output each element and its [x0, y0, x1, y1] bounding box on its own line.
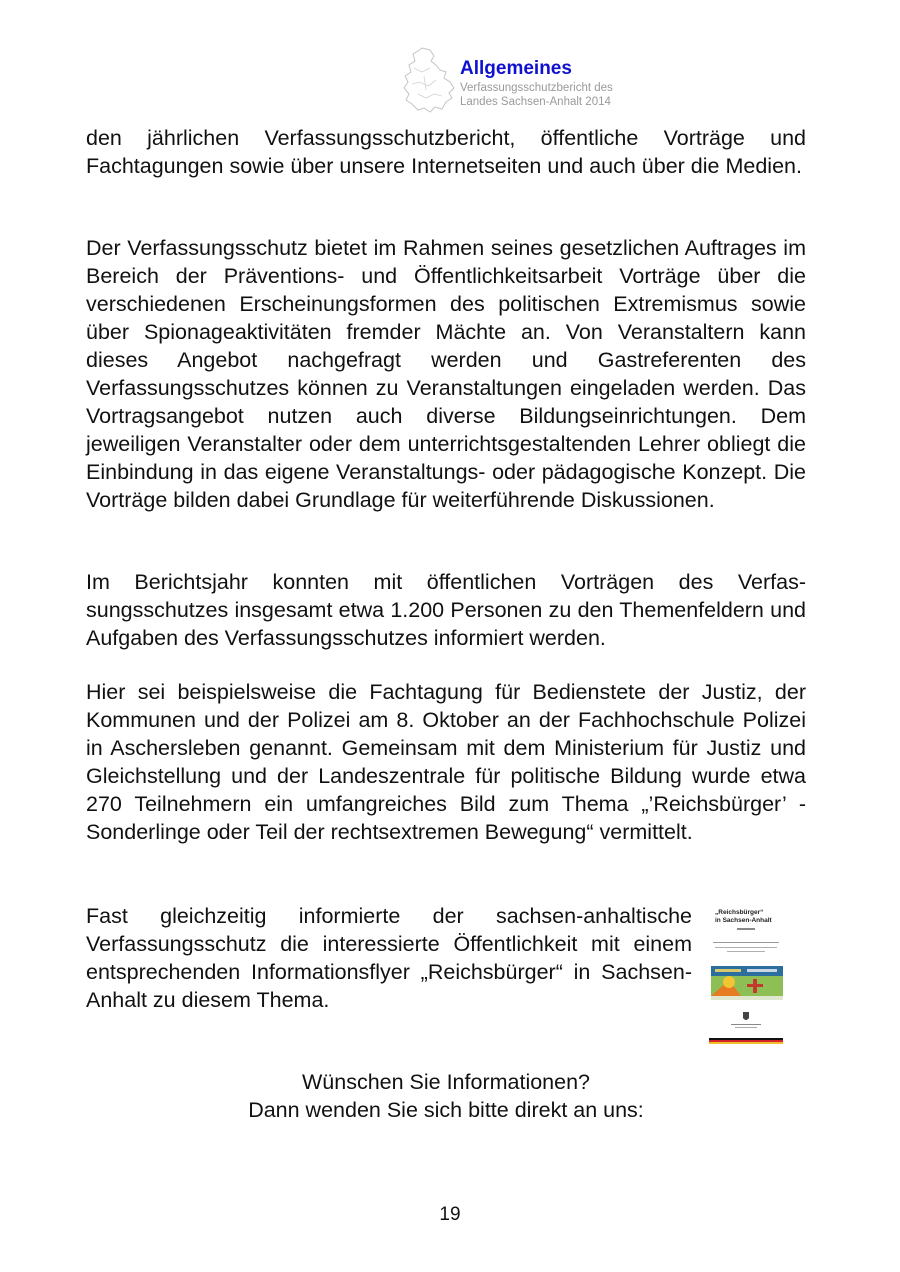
contact-question: Wünschen Sie Informationen? — [301, 1070, 591, 1094]
section-title: Allgemeines — [460, 58, 572, 79]
page-number: 19 — [439, 1204, 461, 1225]
page-header — [400, 46, 660, 114]
saxony-anhalt-map-icon — [400, 46, 458, 114]
flyer-title-line1: „Reichsbürger“ — [715, 909, 764, 916]
report-subtitle-line1: Verfassungsschutzbericht des — [460, 82, 613, 94]
paragraph-4: Hier sei beispielsweise die Fachtagung für Bedienstete der Justiz, der Kommunen und der Polizei am 8. Oktober an der Fachhochschule Polizei in Aschersleben genannt. Gemeinsam mit dem Ministerium für Justiz und Gleichstellung und der Landeszentrale für politische Bildung wurde etwa 270 Teilnehmern ein umfangreiches Bild zum Thema „’Reichsbürger’ - Sonderlinge oder Teil der rechtsextremen Bewegung“ vermittelt. — [86, 680, 806, 844]
flyer-title-line2: in Sachsen-Anhalt — [715, 917, 772, 924]
report-subtitle-line2: Landes Sachsen-Anhalt 2014 — [460, 96, 611, 108]
paragraph-1: den jährlichen Verfassungsschutzbericht, öffentliche Vorträge und Fachtagungen sowie über unsere Internetseiten und auch über die Medien. — [86, 126, 806, 178]
paragraph-5: Fast gleichzeitig informierte der sachsen-anhaltische Verfassungsschutz die interessierte Öffentlichkeit mit einem entsprechenden Informationsflyer „Reichsbürger“ in Sachsen-Anhalt zu diesem Thema. — [86, 904, 692, 1012]
paragraph-2: Der Verfassungsschutz bietet im Rahmen seines gesetzlichen Auftrages im Bereich der Präventions- und Öffentlichkeitsarbeit Vorträge über die verschiedenen Erscheinungsformen des politischen Extremismus sowie über Spionageaktivitäten fremder Mächte an. Von Veranstaltern kann dieses Angebot nachgefragt werden und Gastreferenten des Verfassungsschutzes können zu Veranstaltungen eingeladen werden. Das Vortragsangebot nutzen auch diverse Bildungseinrichtungen. Dem jeweiligen Veranstalter oder dem unterrichtsgestaltenden Lehrer obliegt die Einbindung in das eigene Veranstaltungs- oder pädagogische Konzept. Die Vorträge bilden dabei Grundlage für weiterführende Diskussionen. — [86, 236, 806, 512]
reichsbuerger-flyer-image — [707, 904, 785, 1046]
paragraph-3: Im Berichtsjahr konnten mit öffentlichen Vorträgen des Verfassungsschutzes insgesamt etwa 1.200 Personen zu den Themenfeldern und Aufgaben des Verfassungsschutzes informiert werden. — [86, 570, 806, 650]
contact-instruction: Dann wenden Sie sich bitte direkt an uns: — [248, 1098, 644, 1122]
